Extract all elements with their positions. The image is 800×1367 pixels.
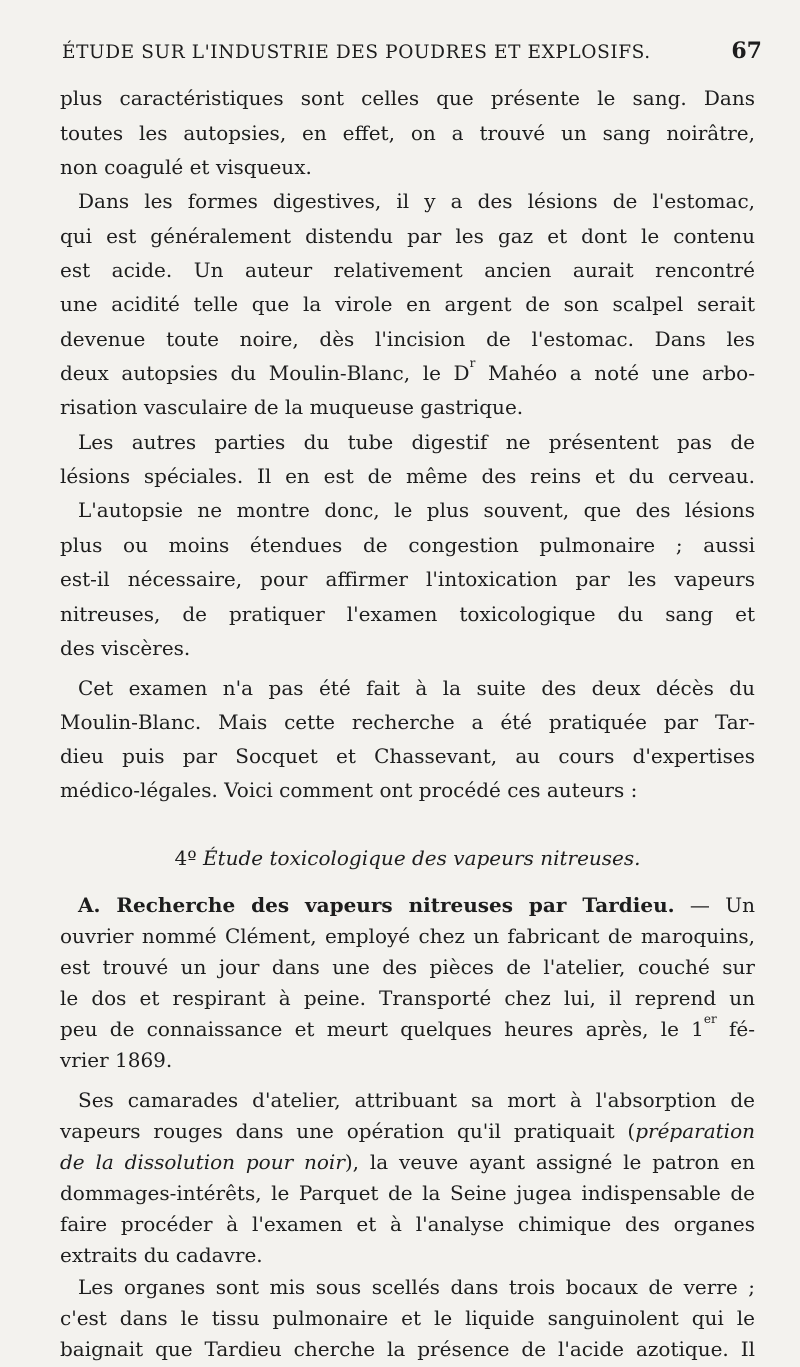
text-line: le dos et respirant à peine. Transporté chez lui, il reprend un (60, 986, 755, 1010)
text-line (60, 1012, 755, 1041)
section-heading (60, 846, 755, 870)
text-line: vrier 1869. (60, 1048, 173, 1072)
text-line (60, 356, 755, 385)
running-header (62, 38, 762, 72)
italic-segment: de la dissolution pour noir (60, 1150, 345, 1174)
text-segment: deux autopsies du Moulin-Blanc, le D (60, 361, 470, 385)
text-segment: peu de connaissance et meurt quelques heures après, le 1 (60, 1017, 704, 1041)
text-line: Moulin-Blanc. Mais cette recherche a été pratiquée par Tar- (60, 710, 755, 734)
text-line: dommages-intérêts, le Parquet de la Seine jugea indispensable de (60, 1181, 755, 1205)
text-line: qui est généralement distendu par les gaz et dont le contenu (60, 224, 755, 248)
superscript: er (703, 1012, 717, 1027)
text-line: plus ou moins étendues de congestion pulmonaire ; aussi (60, 533, 755, 557)
text-line: une acidité telle que la virole en argent de son scalpel serait (60, 292, 755, 316)
text-line: Cet examen n'a pas été fait à la suite des deux décès du (78, 676, 755, 700)
text-line: dieu puis par Socquet et Chassevant, au cours d'expertises (60, 744, 755, 768)
text-line: non coagulé et visqueux. (60, 155, 312, 179)
text-line: faire procéder à l'examen et à l'analyse chimique des organes (60, 1212, 755, 1236)
text-line: Les autres parties du tube digestif ne présentent pas de (78, 430, 755, 454)
text-segment: — Un (674, 893, 755, 917)
text-segment: ), la veuve ayant assigné le patron en (344, 1150, 755, 1174)
subsection-title: A. Recherche des vapeurs nitreuses par Tardieu. (78, 893, 675, 917)
text-line: devenue toute noire, dès l'incision de l'estomac. Dans les (60, 327, 755, 351)
text-line: baignait que Tardieu cherche la présence de l'acide azotique. Il (60, 1337, 755, 1361)
text-segment: Mahéo a noté une arbo- (475, 361, 755, 385)
text-line: toutes les autopsies, en effet, on a trouvé un sang noirâtre, (60, 121, 755, 145)
italic-segment: préparation (635, 1119, 755, 1143)
text-line: Dans les formes digestives, il y a des lésions de l'estomac, (78, 189, 755, 213)
text-line: extraits du cadavre. (60, 1243, 263, 1267)
text-line (60, 1119, 755, 1143)
text-line: Les organes sont mis sous scellés dans trois bocaux de verre ; (78, 1275, 755, 1299)
text-line: des viscères. (60, 636, 191, 660)
text-line (78, 893, 755, 917)
text-line: est-il nécessaire, pour affirmer l'intoxication par les vapeurs (60, 567, 755, 591)
text-line: plus caractéristiques sont celles que présente le sang. Dans (60, 86, 755, 110)
text-line (60, 1150, 755, 1174)
section-number: 4º (174, 846, 203, 870)
text-line: nitreuses, de pratiquer l'examen toxicologique du sang et (60, 602, 755, 626)
running-title: ÉTUDE SUR L'INDUSTRIE DES POUDRES ET EXPLOSIFS. (62, 42, 651, 63)
text-line: lésions spéciales. Il en est de même des reins et du cerveau. (60, 464, 755, 488)
text-line: c'est dans le tissu pulmonaire et le liquide sanguinolent qui le (60, 1306, 755, 1330)
text-line: ouvrier nommé Clément, employé chez un fabricant de maroquins, (60, 924, 755, 948)
text-line: est trouvé un jour dans une des pièces de l'atelier, couché sur (60, 955, 755, 979)
page-number: 67 (731, 38, 762, 64)
text-line: risation vasculaire de la muqueuse gastrique. (60, 395, 524, 419)
section-title: Étude toxicologique des vapeurs nitreuses. (202, 846, 641, 870)
text-line: médico-légales. Voici comment ont procédé ces auteurs : (60, 778, 638, 802)
text-line: L'autopsie ne montre donc, le plus souvent, que des lésions (78, 498, 755, 522)
text-segment: vapeurs rouges dans une opération qu'il pratiquait ( (60, 1119, 636, 1143)
text-segment: fé- (716, 1017, 755, 1041)
superscript: r (469, 356, 476, 371)
text-line: est acide. Un auteur relativement ancien aurait rencontré (60, 258, 755, 282)
text-line: Ses camarades d'atelier, attribuant sa mort à l'absorption de (78, 1088, 755, 1112)
